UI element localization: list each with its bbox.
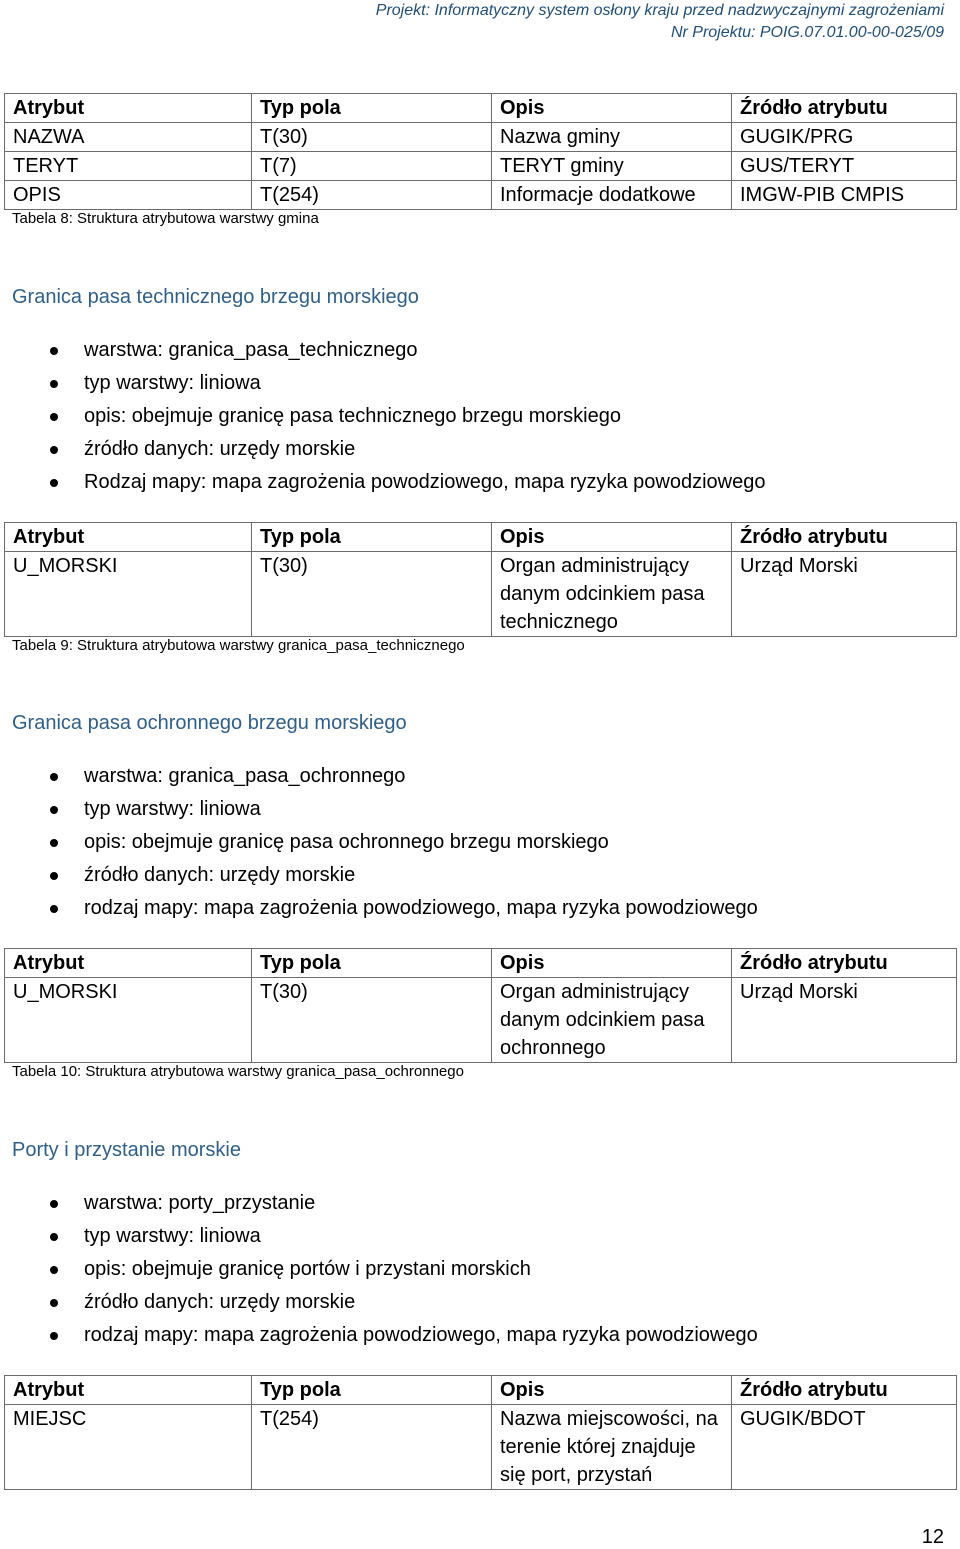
table-granica-techniczna <box>4 522 957 637</box>
table-caption: Tabela 9: Struktura atrybutowa warstwy granica_pasa_technicznego <box>12 637 465 654</box>
col-zrodlo: Źródło atrybutu <box>732 94 957 123</box>
table-header-row <box>5 949 957 978</box>
section-title: Porty i przystanie morskie <box>12 1139 241 1161</box>
list-item: Rodzaj mapy: mapa zagrożenia powodziowego, mapa ryzyka powodziowego <box>44 466 765 499</box>
table-cell: Informacje dodatkowe <box>492 181 732 210</box>
list-item: typ warstwy: liniowa <box>44 367 765 400</box>
list-item: opis: obejmuje granicę pasa ochronnego brzegu morskiego <box>44 826 758 859</box>
col-opis: Opis <box>492 949 732 978</box>
list-item: warstwa: porty_przystanie <box>44 1187 758 1220</box>
table-cell: Organ administrujący danym odcinkiem pasa ochronnego <box>492 978 732 1063</box>
table-cell: Organ administrujący danym odcinkiem pasa technicznego <box>492 552 732 637</box>
table-row <box>5 1405 957 1490</box>
table-cell: MIEJSC <box>5 1405 252 1490</box>
col-opis: Opis <box>492 1376 732 1405</box>
table-cell: TERYT <box>5 152 252 181</box>
list-item: typ warstwy: liniowa <box>44 1220 758 1253</box>
col-atrybut: Atrybut <box>5 1376 252 1405</box>
list-item: opis: obejmuje granicę pasa technicznego brzegu morskiego <box>44 400 765 433</box>
col-zrodlo: Źródło atrybutu <box>732 949 957 978</box>
table-cell: Urząd Morski <box>732 552 957 637</box>
page-number: 12 <box>921 1526 944 1548</box>
list-item: rodzaj mapy: mapa zagrożenia powodziowego, mapa ryzyka powodziowego <box>44 1319 758 1352</box>
col-zrodlo: Źródło atrybutu <box>732 523 957 552</box>
col-opis: Opis <box>492 523 732 552</box>
list-item: źródło danych: urzędy morskie <box>44 1286 758 1319</box>
page-header <box>376 0 944 44</box>
table-row <box>5 552 957 637</box>
table-header-row <box>5 1376 957 1405</box>
bullet-list <box>44 760 758 925</box>
table-cell: GUGIK/PRG <box>732 123 957 152</box>
list-item: opis: obejmuje granicę portów i przystani morskich <box>44 1253 758 1286</box>
list-item: rodzaj mapy: mapa zagrożenia powodziowego, mapa ryzyka powodziowego <box>44 892 758 925</box>
table-caption: Tabela 10: Struktura atrybutowa warstwy granica_pasa_ochronnego <box>12 1063 464 1080</box>
table-cell: U_MORSKI <box>5 978 252 1063</box>
list-item: typ warstwy: liniowa <box>44 793 758 826</box>
table-cell: T(30) <box>252 123 492 152</box>
table-cell: TERYT gminy <box>492 152 732 181</box>
col-opis: Opis <box>492 94 732 123</box>
table-cell: T(7) <box>252 152 492 181</box>
col-atrybut: Atrybut <box>5 94 252 123</box>
table-header-row <box>5 523 957 552</box>
col-typ-pola: Typ pola <box>252 1376 492 1405</box>
bullet-list <box>44 1187 758 1352</box>
table-cell: Nazwa miejscowości, na terenie której znajduje się port, przystań <box>492 1405 732 1490</box>
col-zrodlo: Źródło atrybutu <box>732 1376 957 1405</box>
table-cell: T(254) <box>252 181 492 210</box>
table-cell: OPIS <box>5 181 252 210</box>
table-gmina <box>4 93 957 210</box>
table-cell: GUGIK/BDOT <box>732 1405 957 1490</box>
project-title: Projekt: Informatyczny system osłony kraju przed nadzwyczajnymi zagrożeniami <box>375 2 944 19</box>
table-row <box>5 123 957 152</box>
list-item: źródło danych: urzędy morskie <box>44 859 758 892</box>
table-cell: Urząd Morski <box>732 978 957 1063</box>
table-row <box>5 978 957 1063</box>
table-granica-ochronna <box>4 948 957 1063</box>
col-typ-pola: Typ pola <box>252 94 492 123</box>
table-porty <box>4 1375 957 1490</box>
table-cell: U_MORSKI <box>5 552 252 637</box>
table-cell: Nazwa gminy <box>492 123 732 152</box>
table-cell: GUS/TERYT <box>732 152 957 181</box>
table-cell: IMGW-PIB CMPIS <box>732 181 957 210</box>
col-typ-pola: Typ pola <box>252 523 492 552</box>
col-atrybut: Atrybut <box>5 523 252 552</box>
table-row <box>5 152 957 181</box>
table-cell: T(254) <box>252 1405 492 1490</box>
table-caption: Tabela 8: Struktura atrybutowa warstwy gmina <box>12 210 319 227</box>
bullet-list <box>44 334 765 499</box>
project-number: Nr Projektu: POIG.07.01.00-00-025/09 <box>670 24 944 41</box>
col-typ-pola: Typ pola <box>252 949 492 978</box>
table-cell: T(30) <box>252 552 492 637</box>
table-cell: NAZWA <box>5 123 252 152</box>
section-title: Granica pasa technicznego brzegu morskiego <box>12 286 419 308</box>
list-item: warstwa: granica_pasa_ochronnego <box>44 760 758 793</box>
section-title: Granica pasa ochronnego brzegu morskiego <box>12 712 407 734</box>
table-cell: T(30) <box>252 978 492 1063</box>
list-item: źródło danych: urzędy morskie <box>44 433 765 466</box>
table-row <box>5 181 957 210</box>
table-header-row <box>5 94 957 123</box>
list-item: warstwa: granica_pasa_technicznego <box>44 334 765 367</box>
col-atrybut: Atrybut <box>5 949 252 978</box>
